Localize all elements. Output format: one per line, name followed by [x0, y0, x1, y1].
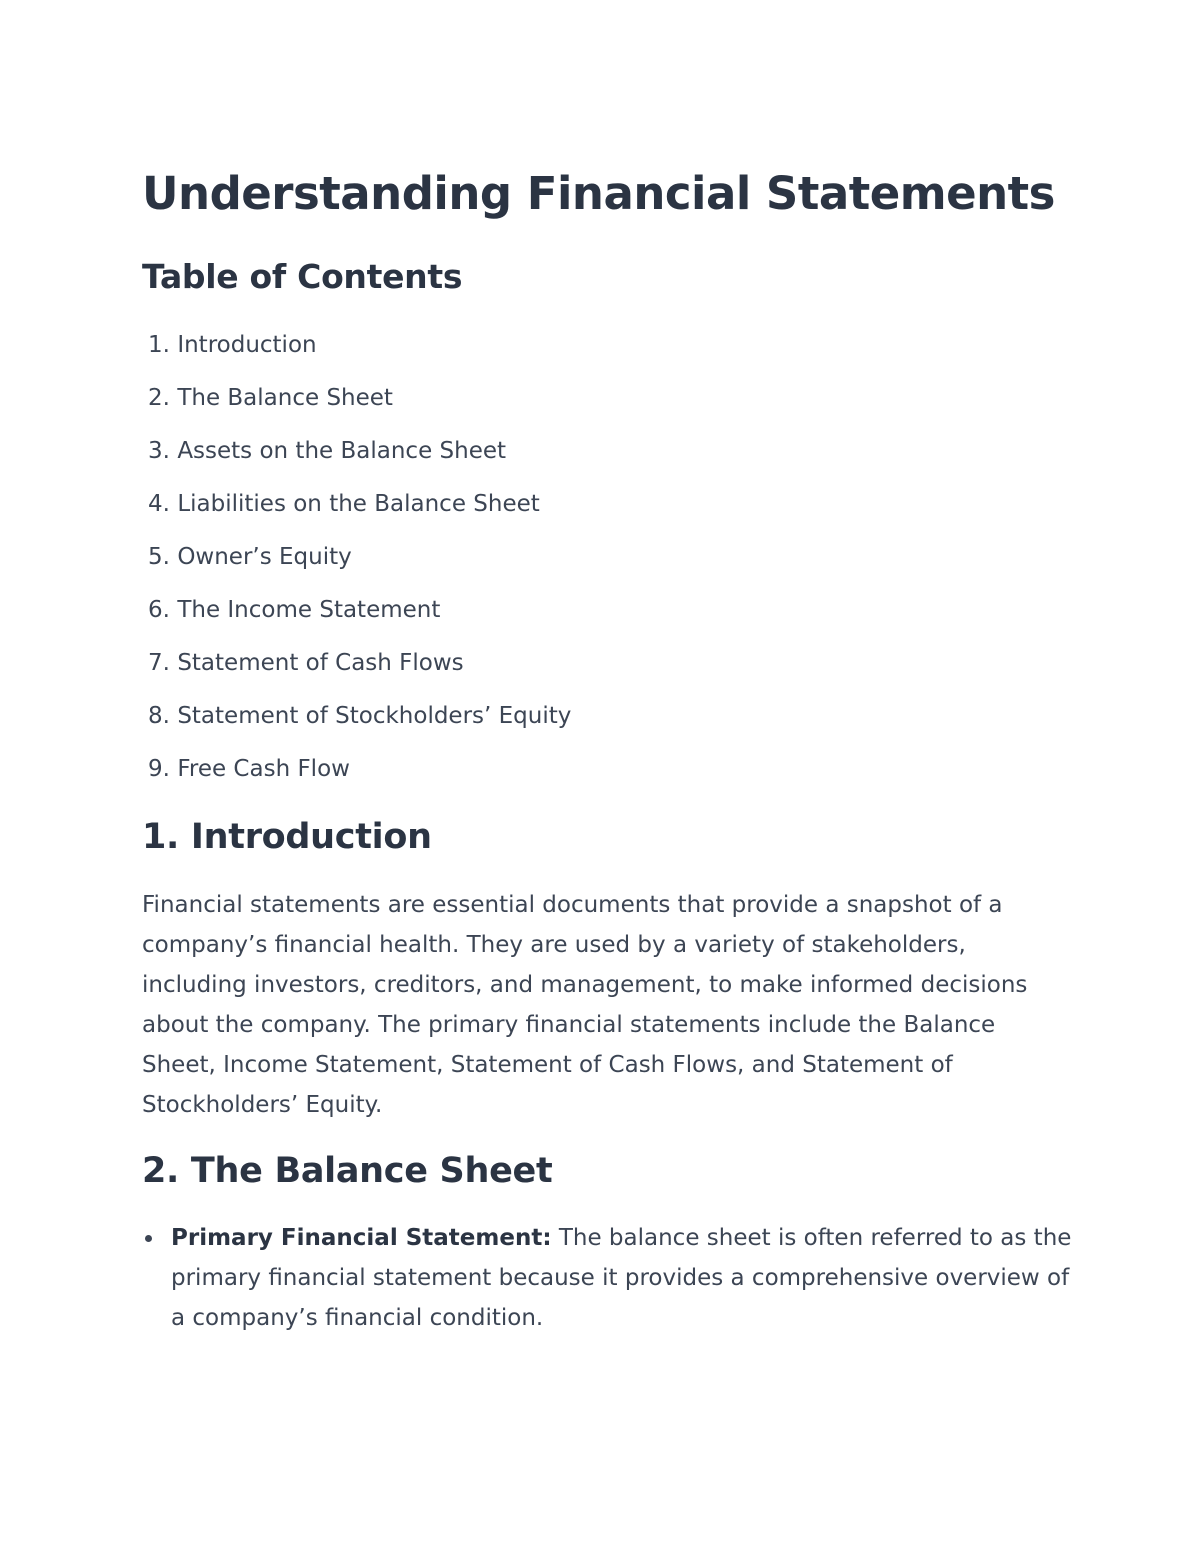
toc-item-label: The Income Statement	[177, 597, 441, 623]
toc-heading: Table of Contents	[142, 257, 463, 296]
toc-item-income-statement[interactable]	[142, 592, 571, 645]
introduction-paragraph: Financial statements are essential documents that provide a snapshot of a company’s financial health. They are used by a variety of stakeholders, including investors, creditors, and management, to make informed decisions about the company. The primary financial statements include the Balance Sheet, Income Statement, Statement of Cash Flows, and Statement of Stockholders’ Equity.	[142, 892, 1028, 1118]
toc-item-balance-sheet[interactable]	[142, 380, 571, 433]
toc-item-number: 6.	[148, 597, 170, 623]
list-item	[142, 1218, 1072, 1338]
toc-item-label: Statement of Stockholders’ Equity	[177, 703, 572, 729]
bullet-dot-icon	[145, 1235, 152, 1242]
toc-item-number: 2.	[148, 385, 170, 411]
section-heading-introduction: 1. Introduction	[142, 817, 432, 857]
toc-item-free-cash-flow[interactable]	[142, 751, 571, 804]
toc-item-number: 9.	[148, 756, 170, 782]
toc-item-number: 7.	[148, 650, 170, 676]
toc-item-label: Liabilities on the Balance Sheet	[177, 491, 540, 517]
toc-item-liabilities[interactable]	[142, 486, 571, 539]
balance-sheet-bullet-list	[142, 1218, 1072, 1338]
bullet-term: Primary Financial Statement:	[171, 1225, 552, 1251]
toc-item-stockholders-equity[interactable]	[142, 698, 571, 751]
document-title: Understanding Financial Statements	[142, 167, 1055, 220]
toc-item-number: 1.	[148, 332, 170, 358]
toc-item-label: The Balance Sheet	[177, 385, 393, 411]
toc-item-number: 3.	[148, 438, 170, 464]
toc-item-label: Introduction	[177, 332, 317, 358]
toc-item-label: Free Cash Flow	[177, 756, 350, 782]
toc-item-number: 5.	[148, 544, 170, 570]
toc-item-owners-equity[interactable]	[142, 539, 571, 592]
toc-item-number: 4.	[148, 491, 170, 517]
toc-item-cash-flows[interactable]	[142, 645, 571, 698]
toc-item-label: Statement of Cash Flows	[177, 650, 464, 676]
toc-item-label: Owner’s Equity	[177, 544, 352, 570]
bullet-text: The balance sheet is often referred to as the primary financial statement because it provides a comprehensive overview of a company’s financial condition.	[171, 1225, 1072, 1331]
section-heading-balance-sheet: 2. The Balance Sheet	[142, 1151, 553, 1191]
toc-item-label: Assets on the Balance Sheet	[177, 438, 507, 464]
toc-item-number: 8.	[148, 703, 170, 729]
toc-item-introduction[interactable]	[142, 327, 571, 380]
toc-item-assets[interactable]	[142, 433, 571, 486]
table-of-contents	[142, 327, 571, 804]
